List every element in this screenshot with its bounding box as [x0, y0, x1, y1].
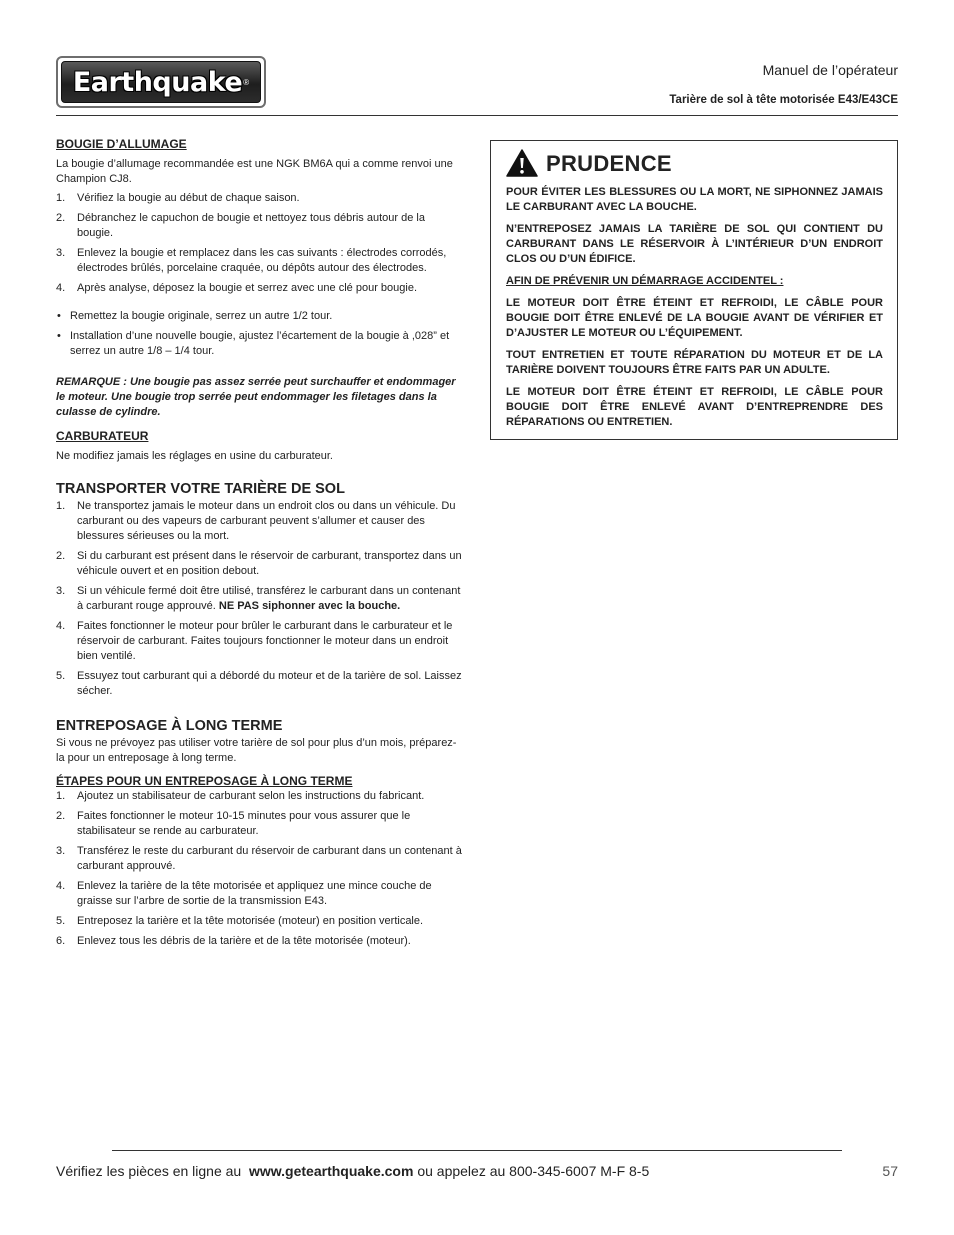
- website-link[interactable]: www.getearthquake.com: [249, 1163, 414, 1179]
- caution-paragraph: POUR ÉVITER LES BLESSURES OU LA MORT, NE SIPHONNEZ JAMAIS LE CARBURANT AVEC LA BOUCHE.: [506, 186, 883, 213]
- list-item: 4. Enlevez la tarière de la tête motorisée et appliquez une mince couche de graisse sur l’arbre de sortie de la transmission E43.: [56, 880, 432, 907]
- earthquake-logo: [56, 56, 266, 108]
- caution-box: [490, 140, 898, 440]
- registered-mark: ®: [243, 77, 250, 87]
- list-item: • Installation d’une nouvelle bougie, ajustez l’écartement de la bougie à ,028” et serrez un autre 1/8 – 1/4 tour.: [57, 330, 450, 357]
- page-number: 57: [882, 1163, 898, 1179]
- list-item: 3. Enlevez la bougie et remplacez dans les cas suivants : électrodes corrodés, électrodes brûlés, porcelaine craquée, ou dépôts autour des électrodes.: [56, 247, 447, 274]
- product-title: Tarière de sol à tête motorisée E43/E43CE: [669, 94, 898, 106]
- list-item: 5. Entreposez la tarière et la tête motorisée (moteur) en position verticale.: [56, 915, 424, 927]
- storage-heading: ENTREPOSAGE À LONG TERME: [56, 718, 283, 734]
- list-item: • Remettez la bougie originale, serrez un autre 1/2 tour.: [57, 310, 333, 322]
- list-item: 5. Essuyez tout carburant qui a débordé du moteur et de la tarière de sol. Laissez sécher.: [56, 670, 462, 697]
- left-column: [56, 137, 464, 954]
- spark-plug-note: REMARQUE : Une bougie pas assez serrée peut surchauffer et endommager le moteur. Une bougie trop serrée peut endommager les filetages dans la culasse de cylindre.: [56, 376, 456, 418]
- caution-paragraph: LE MOTEUR DOIT ÊTRE ÉTEINT ET REFROIDI, LE CÂBLE POUR BOUGIE DOIT ÊTRE ENLEVÉ AVANT D’ENTREPRENDRE DES RÉPARATIONS OU ENTRETIEN.: [506, 386, 883, 428]
- list-item: 1. Ajoutez un stabilisateur de carburant selon les instructions du fabricant.: [56, 790, 425, 802]
- list-item: 1. Ne transportez jamais le moteur dans un endroit clos ou dans un véhicule. Du carburant ou des vapeurs de carburant peuvent s’allumer et causer des blessures sérieuses ou la mort.: [56, 500, 456, 542]
- spark-plug-heading: BOUGIE D’ALLUMAGE: [56, 137, 187, 151]
- list-item: 4. Après analyse, déposez la bougie et serrez avec une clé pour bougie.: [56, 282, 417, 294]
- list-item: 6. Enlevez tous les débris de la tarière et de la tête motorisée (moteur).: [56, 935, 411, 947]
- spark-plug-steps: [56, 191, 464, 296]
- footer-rule: [112, 1150, 842, 1151]
- storage-steps: [56, 789, 464, 949]
- header-rule: [56, 115, 898, 116]
- carburetor-text: Ne modifiez jamais les réglages en usine du carburateur.: [56, 450, 333, 462]
- storage-subheading: ÉTAPES POUR UN ENTREPOSAGE À LONG TERME: [56, 774, 353, 788]
- logo-wordmark: Earthquake: [72, 66, 243, 98]
- caution-paragraph: N’ENTREPOSEZ JAMAIS LA TARIÈRE DE SOL QUI CONTIENT DU CARBURANT DANS LE RÉSERVOIR À L’INTÉRIEUR D’UN ENDROIT CLOS OU D’UN ÉDIFICE.: [506, 223, 883, 265]
- manual-label: Manuel de l’opérateur: [762, 62, 898, 78]
- transport-steps: [56, 499, 464, 699]
- spark-plug-bullets: [56, 309, 464, 359]
- list-item: 2. Faites fonctionner le moteur 10-15 minutes pour vous assurer que le stabilisateur se rende au carburateur.: [56, 810, 411, 837]
- footer-suffix: ou appelez au 800-345-6007 M-F 8-5: [417, 1163, 650, 1179]
- list-item: 2. Débranchez le capuchon de bougie et nettoyez tous débris autour de la bougie.: [56, 212, 425, 239]
- list-item: 3. Si un véhicule fermé doit être utilisé, transférez le carburant dans un contenant à carburant rouge approuvé. NE PAS siphonner avec la bouche.: [56, 585, 461, 612]
- list-item: 1. Vérifiez la bougie au début de chaque saison.: [56, 192, 300, 204]
- footer-text: [56, 1163, 649, 1179]
- footer-prefix: Vérifiez les pièces en ligne au: [56, 1163, 242, 1179]
- list-item: 2. Si du carburant est présent dans le réservoir de carburant, transportez dans un véhicule ouvert et en position debout.: [56, 550, 462, 577]
- warning-triangle-icon: [506, 149, 538, 177]
- caution-paragraph: TOUT ENTRETIEN ET TOUTE RÉPARATION DU MOTEUR ET DE LA TARIÈRE DOIVENT TOUJOURS ÊTRE FAITS PAR UN ADULTE.: [506, 349, 883, 376]
- caution-title: PRUDENCE: [546, 150, 672, 176]
- storage-intro: Si vous ne prévoyez pas utiliser votre tarière de sol pour plus d’un mois, préparez-la pour un entreposage à long terme.: [56, 737, 457, 764]
- logo-plate: [61, 61, 261, 103]
- caution-paragraph: LE MOTEUR DOIT ÊTRE ÉTEINT ET REFROIDI, LE CÂBLE POUR BOUGIE DOIT ÊTRE ENLEVÉ DE LA BOUGIE AVANT DE VÉRIFIER ET D’AJUSTER LE MOTEUR OU L’ÉQUIPEMENT.: [506, 297, 883, 339]
- list-item: 4. Faites fonctionner le moteur pour brûler le carburant dans le carburateur et le réservoir de carburant. Faites toujours fonctionner le moteur dans un endroit bien ventilé.: [56, 620, 453, 662]
- carburetor-heading: CARBURATEUR: [56, 429, 149, 443]
- transport-heading: TRANSPORTER VOTRE TARIÈRE DE SOL: [56, 481, 345, 497]
- list-item: 3. Transférez le reste du carburant du réservoir de carburant dans un contenant à carburant approuvé.: [56, 845, 462, 872]
- caution-title-row: [506, 149, 883, 177]
- caution-subheading: AFIN DE PRÉVENIR UN DÉMARRAGE ACCIDENTEL :: [506, 275, 784, 287]
- spark-plug-intro: La bougie d’allumage recommandée est une NGK BM6A qui a comme renvoi une Champion CJ8.: [56, 158, 453, 185]
